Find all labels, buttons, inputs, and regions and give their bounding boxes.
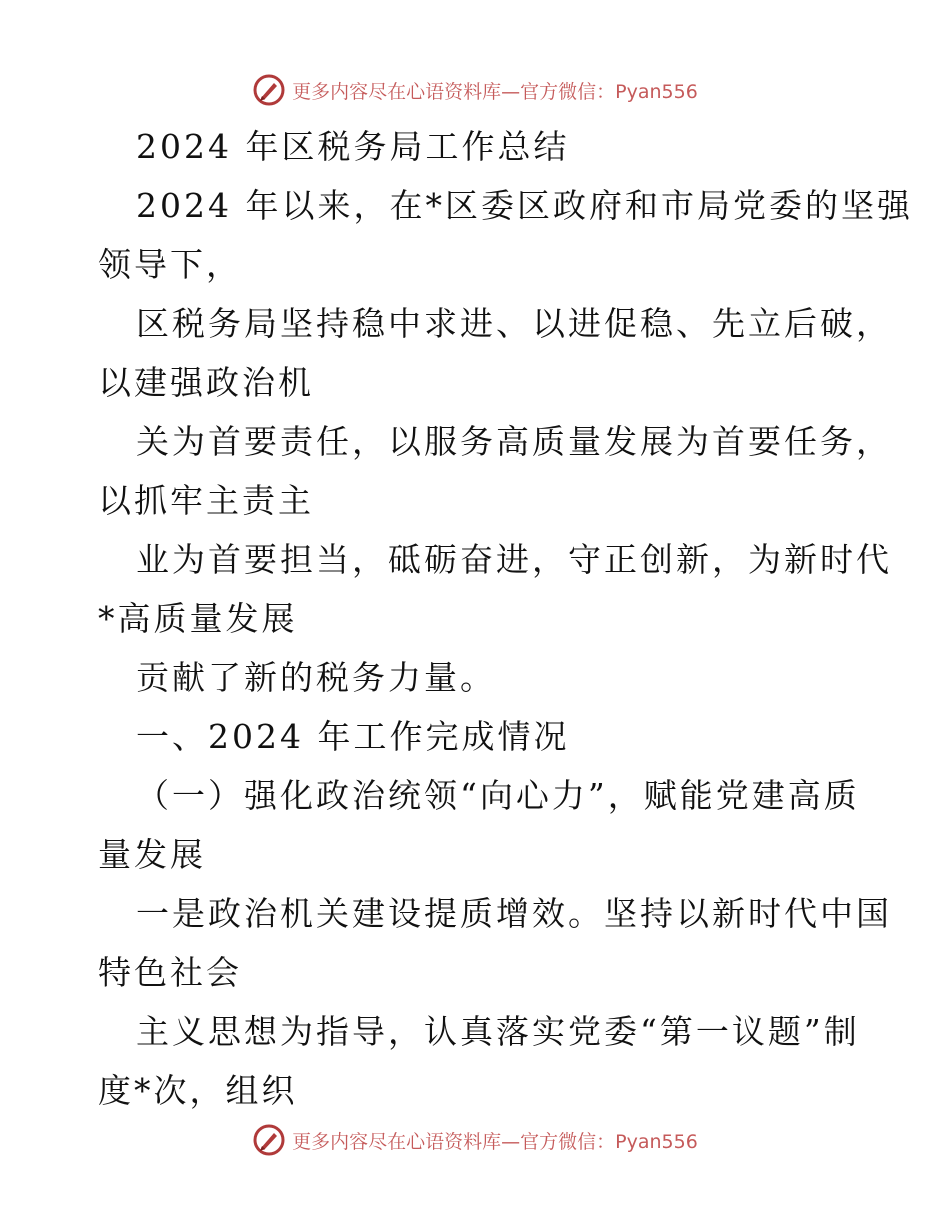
footer-watermark-banner [0,1120,950,1160]
header-watermark-banner [0,70,950,110]
paragraph-line: 业为首要担当，砥砺奋进，守正创新，为新时代 [136,540,892,579]
header-banner-text: 更多内容尽在心语资料库—官方微信：Pyan556 [292,80,698,103]
paragraph-line: 主义思想为指导，认真落实党委“第一议题”制 [136,1012,860,1051]
subsection-heading: （一）强化政治统领“向心力”，赋能党建高质 [136,776,860,815]
section-heading: 一、2024 年工作完成情况 [136,717,570,756]
pen-logo-icon [252,73,286,107]
paragraph-line: 一是政治机关建设提质增效。坚持以新时代中国 [136,894,892,933]
paragraph-line: 领导下， [98,245,242,284]
paragraph-line: 特色社会 [98,953,242,992]
paragraph-line: 区税务局坚持稳中求进、以进促稳、先立后破， [136,304,892,343]
pen-logo-icon [252,1123,286,1157]
paragraph-line: 贡献了新的税务力量。 [136,658,496,697]
paragraph-line: 2024 年以来，在*区委区政府和市局党委的坚强 [136,186,913,225]
footer-banner-text: 更多内容尽在心语资料库—官方微信：Pyan556 [292,1130,698,1153]
paragraph-line: 以抓牢主责主 [98,481,314,520]
document-title: 2024 年区税务局工作总结 [136,127,570,166]
paragraph-line: 关为首要责任，以服务高质量发展为首要任务， [136,422,892,461]
paragraph-line: 度*次，组织 [98,1071,298,1110]
paragraph-line: *高质量发展 [98,599,298,638]
paragraph-line: 以建强政治机 [98,363,314,402]
subsection-heading: 量发展 [98,835,206,874]
